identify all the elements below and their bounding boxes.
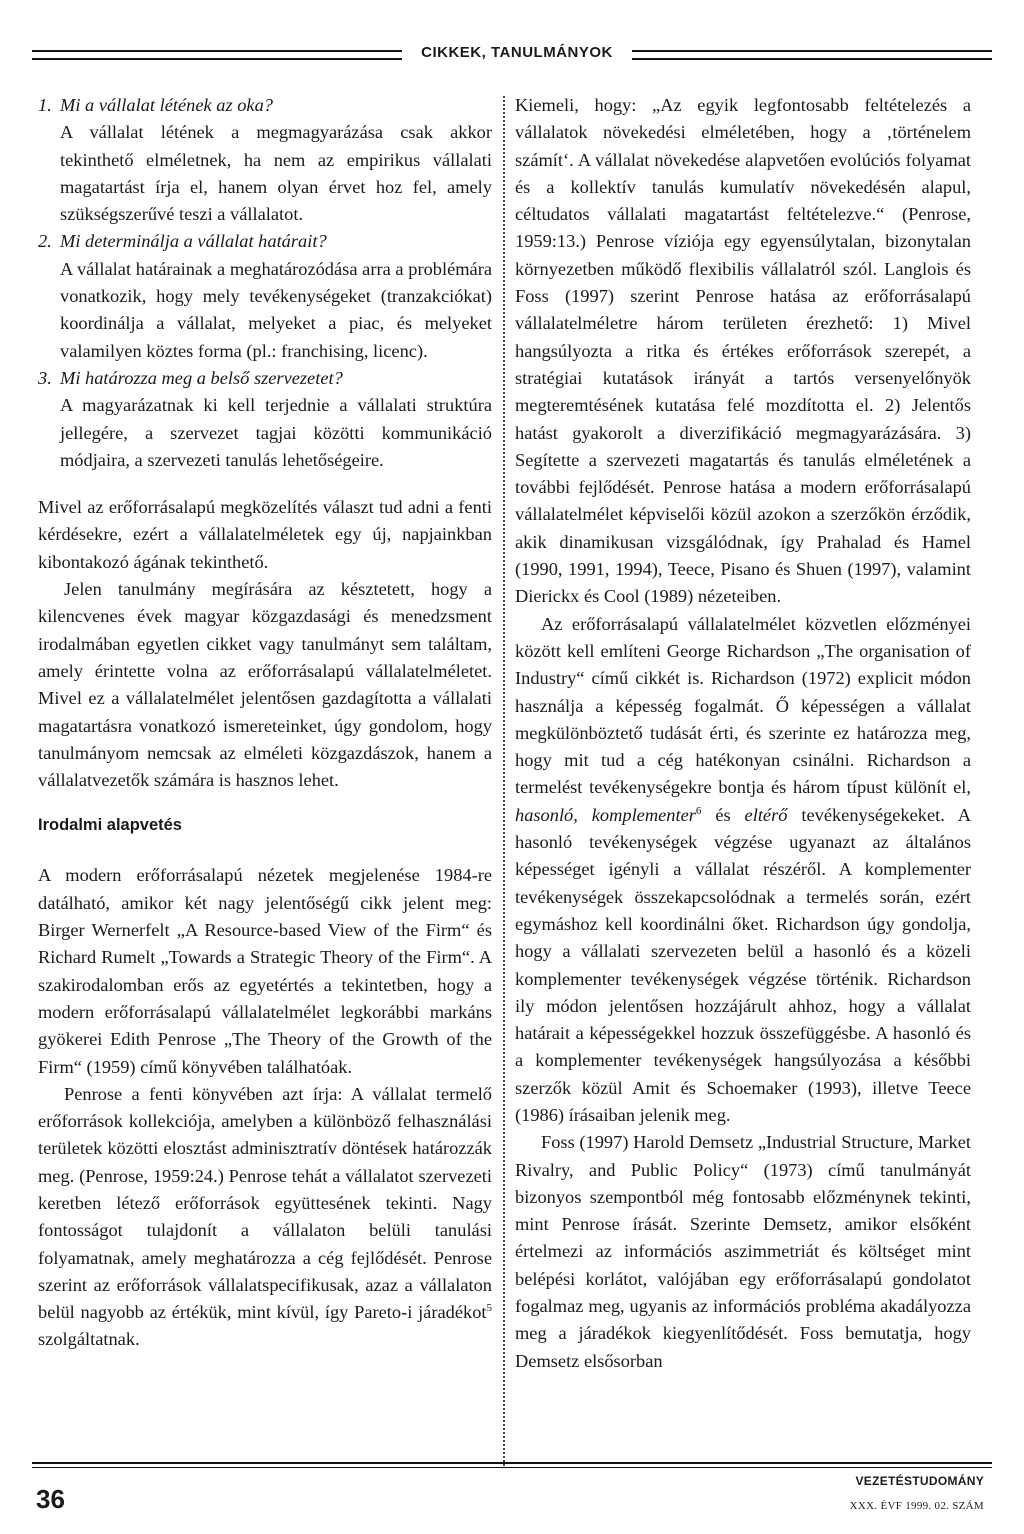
paragraph: Mivel az erőforrásalapú megközelítés választ tud adni a fenti kérdésekre, ezért a vállalatelméletek egy új, napjainkban kibontakozó ágának tekinthető. <box>38 497 492 572</box>
column-divider <box>503 96 505 1466</box>
question-text: Mi determinálja a vállalat határait? <box>60 231 327 252</box>
italic-term: eltérő <box>744 804 788 825</box>
question-text: Mi a vállalat létének az oka? <box>60 95 273 115</box>
paragraph <box>38 1081 492 1354</box>
question-item-3 <box>38 365 492 474</box>
left-column <box>38 92 492 1354</box>
issue-info: XXX. ÉVF 1999. 02. SZÁM <box>849 1500 984 1512</box>
question-number: 1. <box>38 95 52 115</box>
footnote-marker: 6 <box>695 804 702 817</box>
header-rule-right <box>632 50 992 60</box>
section-title: CIKKEK, TANULMÁNYOK <box>421 44 613 61</box>
question-item-2 <box>38 228 492 364</box>
paragraph: Kiemeli, hogy: „Az egyik legfontosabb feltételezés a vállalatok növekedési elméletében, hogy a ‚történelem számít‘. A vállalat növekedése alapvetően evolúciós folyamat és a kollektív tanulás kumulatív növekedésén alapul, céltudatos vállalati magatartást feltételezve.“ (Penrose, 1959:13.) Penrose víziója egy egyensúlytalan, bizonytalan környezetben működő flexibilis vállalatról szól. Langlois és Foss (1997) szerint Penrose hatása az erőforrásalapú vállalatelméletre három területen érezhető: 1) Mivel hangsúlyozta a ritka és értékes erőforrások szerepét, a stratégiai kutatások irányát a tartós versenyelőnyök megteremtésének kutatása felé mozdította el. 2) Jelentős hatást gyakorolt a diverzifikáció megmagyarázására. 3) Segítette a szervezeti magatartás és tanulás elméletének a további fejlődését. Penrose hatása a modern erőforrásalapú vállalatelmélet képviselői közül azokon a szerzőkön érződik, akik dinamikusan vizsgálódnak, így Prahalad és Hamel (1990, 1991, 1994), Teece, Pisano és Shuen (1997), valamint Dierickx és Cool (1989) nézeteiben. <box>515 95 971 607</box>
question-answer: A magyarázatnak ki kell terjednie a vállalati struktúra jellegére, a szervezet tagjai közötti kommunikáció módjaira, a szervezeti tanulás lehetőségeire. <box>60 395 492 470</box>
footer-rule <box>32 1462 992 1464</box>
journal-name: VEZETÉSTUDOMÁNY <box>855 1474 984 1488</box>
question-text: Mi határozza meg a belső szervezetet? <box>60 367 343 388</box>
paragraph-text: tevékenységekeket. A hasonló tevékenységek végzése ugyanazt az általános képességet igényli a vállalat részéről. A komplementer tevékenységek összekapcsolódnak a termelés során, ezért egymáshoz kell koordinálni őket. Richardson úgy gondolja, hogy a vállalati szervezeten belül a hasonló és a közeli komplementer tevékenységek végzése történik. Richardson ily módon jelentősen hozzájárult ahhoz, hogy a vállalat határait a képességekkel hozzuk összefüggésbe. A hasonló és a komplementer tevékenységek hangsúlyozása a későbbi szerzők közül Amit és Schoemaker (1993), illetve Teece (1986) írásaiban jelenik meg. <box>515 804 971 1125</box>
paragraph-text: szolgáltatnak. <box>38 1329 140 1350</box>
paragraph: Foss (1997) Harold Demsetz „Industrial Structure, Market Rivalry, and Public Policy“ (1973) című tanulmányát bizonyos szempontból még fontosabb előzménynek tekinti, mint Penrose írását. Szerinte Demsetz, amikor elsőként értelmezi az információs aszimmetriát és költséget mint belépési korlátot, valójában egy erőforrásalapú gondolatot fogalmaz meg, ugyanis az információs probléma akadályozza meg a járadékok kiegyenlítődését. Foss bemutatja, hogy Demsetz elsősorban <box>515 1132 971 1371</box>
paragraph: A modern erőforrásalapú nézetek megjelenése 1984-re datálható, amikor két nagy jelentőségű cikk jelent meg: Birger Wernerfelt „A Resource-based View of the Firm“ és Richard Rumelt „Towards a Strategic Theory of the Firm“. A szakirodalomban erős az egyetértés a tekintetben, hogy a modern erőforrásalapú vállalatelmélet legkorábbi markáns gyökerei Edith Penrose „The Theory of the Growth of the Firm“ (1959) című könyvében találhatóak. <box>38 865 492 1077</box>
question-answer: A vállalat létének a megmagyarázása csak akkor tekinthető elméletnek, ha nem az empirikus vállalati magatartást írja el, hanem olyan érvet hoz fel, amely szükségszerűvé teszi a vállalatot. <box>60 122 492 225</box>
paragraph-text: Az erőforrásalapú vállalatelmélet közvetlen előzményei között kell említeni George Richardson „The organisation of Industry“ című cikkét is. Richardson (1972) explicit módon használja a képesség fogalmát. Ő képességen a vállalat megkülönböztető tudását érti, és szerinte ez határozza meg, hogy mit tud a cég hatékonyan csinálni. Richardson a termelést tevékenységekre bontja és három típust különít el, <box>515 613 971 798</box>
italic-term: hasonló, komplementer <box>515 804 696 825</box>
paragraph-text: Penrose a fenti könyvében azt írja: A vállalat termelő erőforrások kollekciója, amelyben a különböző felhasználási területek közötti elosztást adminisztratív döntések határozzák meg. (Penrose, 1959:24.) Penrose tehát a vállalatot szervezeti keretben létező erőforrások együttesének tekinti. Nagy fontosságot tulajdonít a vállalaton belüli tanulási folyamatnak, amely meghatározza a cég fejlődését. Penrose szerint az erőforrások vállalatspecifikusak, azaz a vállalaton belül nagyobb az értékük, mint kívül, így Pareto-i járadékot <box>38 1083 492 1323</box>
question-number: 3. <box>38 367 52 388</box>
right-column <box>515 92 971 1375</box>
paragraph: Jelen tanulmány megírására az késztetett, hogy a kilencvenes évek magyar közgazdasági és menedzsment irodalmában egyetlen cikket vagy tanulmányt sem találtam, amely érintette volna az erőforrásalapú vállalatelméletet. Mivel ez a vállalatelmélet jelentősen gazdagította a vállalati magatartásra vonatkozó ismereteinket, úgy gondolom, hogy tanulmányom nemcsak az elméleti közgazdászok, hanem a vállalatvezetők számára is hasznos lehet. <box>38 579 492 791</box>
section-heading: Irodalmi alapvetés <box>38 816 182 835</box>
question-item-1 <box>38 92 492 228</box>
page-number: 36 <box>36 1484 65 1514</box>
page-footer <box>32 1462 992 1522</box>
question-answer: A vállalat határainak a meghatározódása arra a problémára vonatkozik, hogy mely tevékenységeket (tranzakciókat) koordinálja a vállalat, melyeket a piac, és melyeket valamilyen köztes forma (pl.: franchising, licenc). <box>60 258 492 361</box>
paragraph-text: és <box>701 804 745 825</box>
footer-rule <box>32 1467 992 1468</box>
running-header <box>32 44 992 68</box>
footnote-marker: 5 <box>486 1302 492 1315</box>
paragraph <box>515 611 971 1130</box>
question-number: 2. <box>38 231 52 252</box>
header-rule-left <box>32 50 402 60</box>
